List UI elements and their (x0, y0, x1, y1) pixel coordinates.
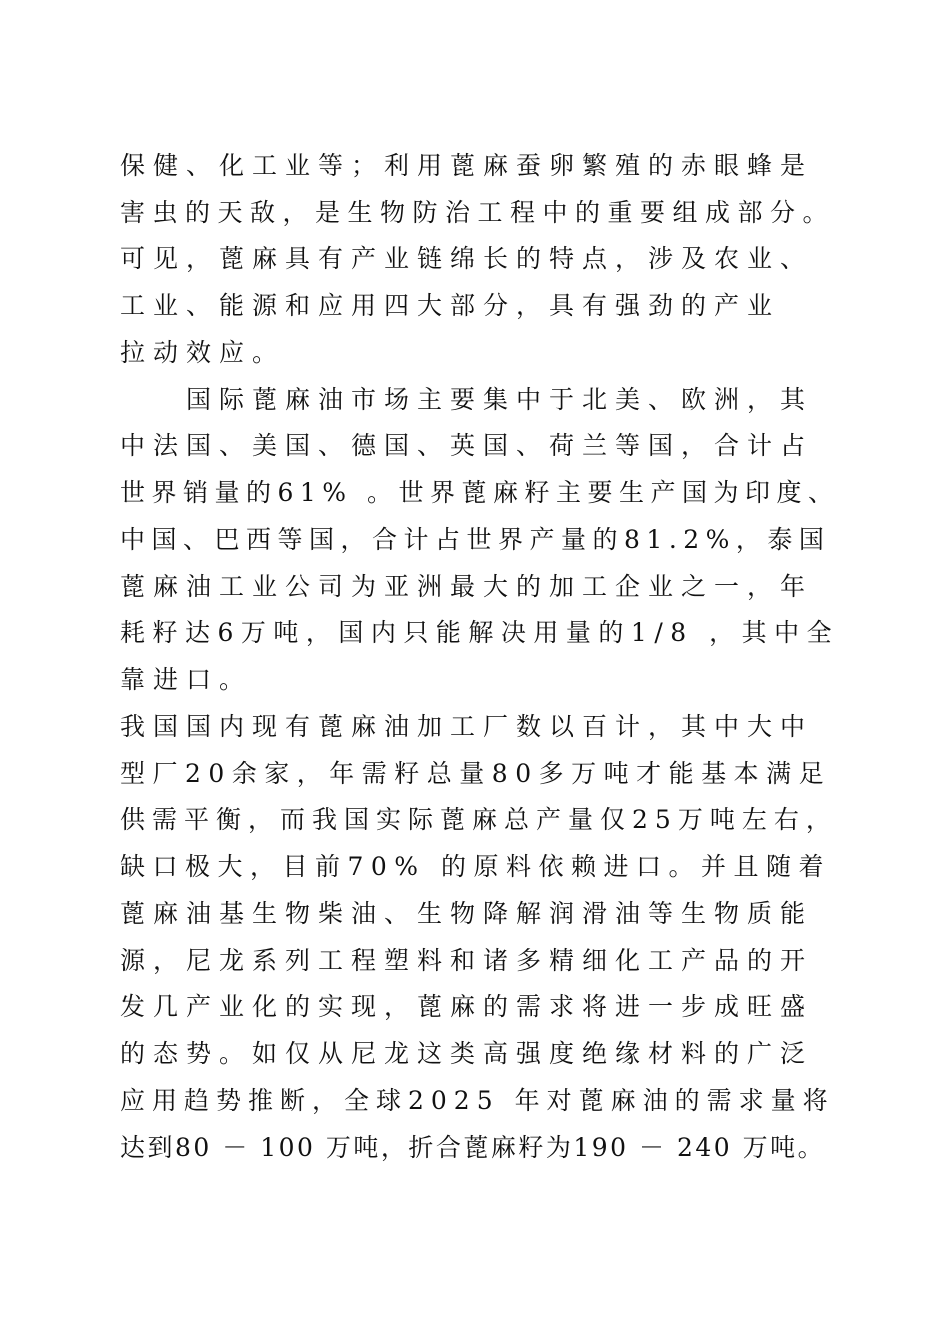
text-line: 拉动效应。 (120, 338, 286, 367)
text-line: 缺口极大，目前70% 的原料依赖进口。并且随着 (120, 852, 832, 881)
text-line: 的态势。如仅从尼龙这类高强度绝缘材料的广泛 (120, 1039, 814, 1068)
paragraph-first-line: 国际蓖麻油市场主要集中于北美、欧洲，其 (186, 385, 814, 414)
text-line: 中法国、美国、德国、英国、荷兰等国，合计占 (120, 431, 814, 460)
text-line: 型厂20余家，年需籽总量80多万吨才能基本满足 (120, 759, 832, 788)
text-line: 蓖麻油工业公司为亚洲最大的加工企业之一，年 (120, 572, 814, 601)
text-line: 可见，蓖麻具有产业链绵长的特点，涉及农业、 (120, 244, 814, 273)
text-line: 害虫的天敌，是生物防治工程中的重要组成部分。 (120, 198, 836, 227)
text-line: 耗籽达6万吨，国内只能解决用量的1/8 ，其中全 (120, 618, 840, 647)
text-line: 靠进口。 (120, 665, 253, 694)
text-line: 应用趋势推断，全球2025 年对蓖麻油的需求量将 (120, 1086, 835, 1115)
text-line: 达到80 － 100 万吨，折合蓖麻籽为190 － 240 万吨。 (120, 1133, 826, 1162)
text-line: 源，尼龙系列工程塑料和诸多精细化工产品的开 (120, 946, 814, 975)
text-line: 工业、能源和应用四大部分，具有强劲的产业 (120, 291, 781, 320)
text-line: 发几产业化的实现，蓖麻的需求将进一步成旺盛 (120, 992, 814, 1021)
text-line: 供需平衡，而我国实际蓖麻总产量仅25万吨左右， (120, 805, 838, 834)
text-line: 世界销量的61% 。世界蓖麻籽主要生产国为印度、 (120, 478, 840, 507)
text-line: 蓖麻油基生物柴油、生物降解润滑油等生物质能 (120, 899, 814, 928)
paragraph-first-line: 我国国内现有蓖麻油加工厂数以百计，其中大中 (120, 712, 814, 741)
text-line: 保健、化工业等；利用蓖麻蚕卵繁殖的赤眼蜂是 (120, 151, 814, 180)
text-line: 中国、巴西等国，合计占世界产量的81.2%，泰国 (120, 525, 831, 554)
